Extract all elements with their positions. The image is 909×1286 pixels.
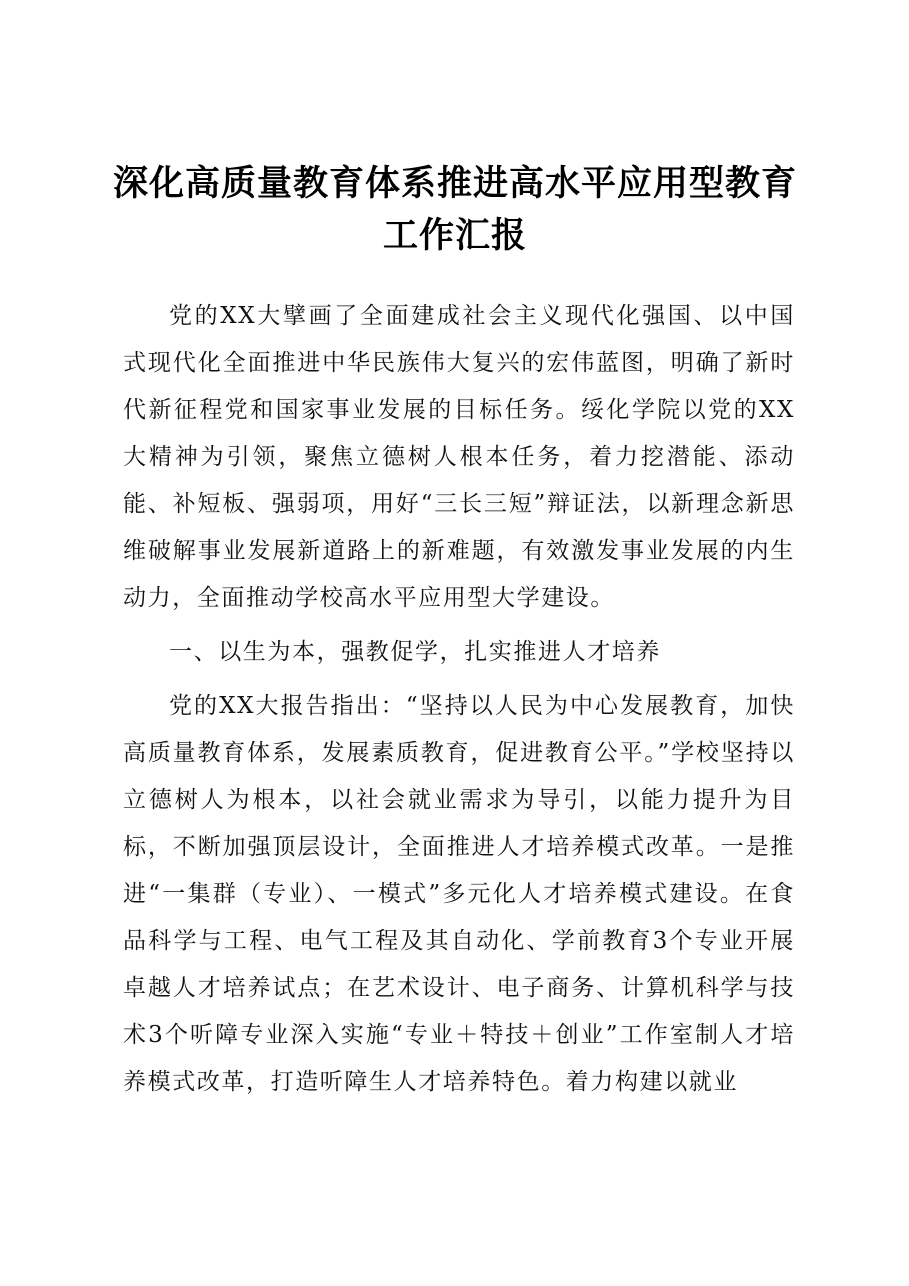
paragraph-intro: 党的XX大擘画了全面建成社会主义现代化强国、以中国式现代化全面推进中华民族伟大复兴的宏伟蓝图，明确了新时代新征程党和国家事业发展的目标任务。绥化学院以党的XX大精神为引领，聚焦立德树人根本任务，着力挖潜能、添动能、补短板、强弱项，用好“三长三短”辩证法，以新理念新思维破解事业发展新道路上的新难题，有效激发事业发展的内生动力，全面推动学校高水平应用型大学建设。 <box>123 303 795 611</box>
document-body <box>123 293 795 1113</box>
section-heading-1: 一、以生为本，强教促学，扎实推进人才培养 <box>169 639 661 665</box>
document-title: 深化高质量教育体系推进高水平应用型教育工作汇报 <box>112 164 797 256</box>
paragraph-section-1: 党的XX大报告指出：“坚持以人民为中心发展教育，加快高质量教育体系，发展素质教育，促进教育公平。”学校坚持以立德树人为根本，以社会就业需求为导引，以能力提升为目标，不断加强顶层设计，全面推进人才培养模式改革。一是推进“一集群（专业）、一模式”多元化人才培养模式建设。在食品科学与工程、电气工程及其自动化、学前教育3个专业开展卓越人才培养试点；在艺术设计、电子商务、计算机科学与技术3个听障专业深入实施“专业＋特技＋创业”工作室制人才培养模式改革，打造听障生人才培养特色。着力构建以就业 <box>123 693 795 1095</box>
